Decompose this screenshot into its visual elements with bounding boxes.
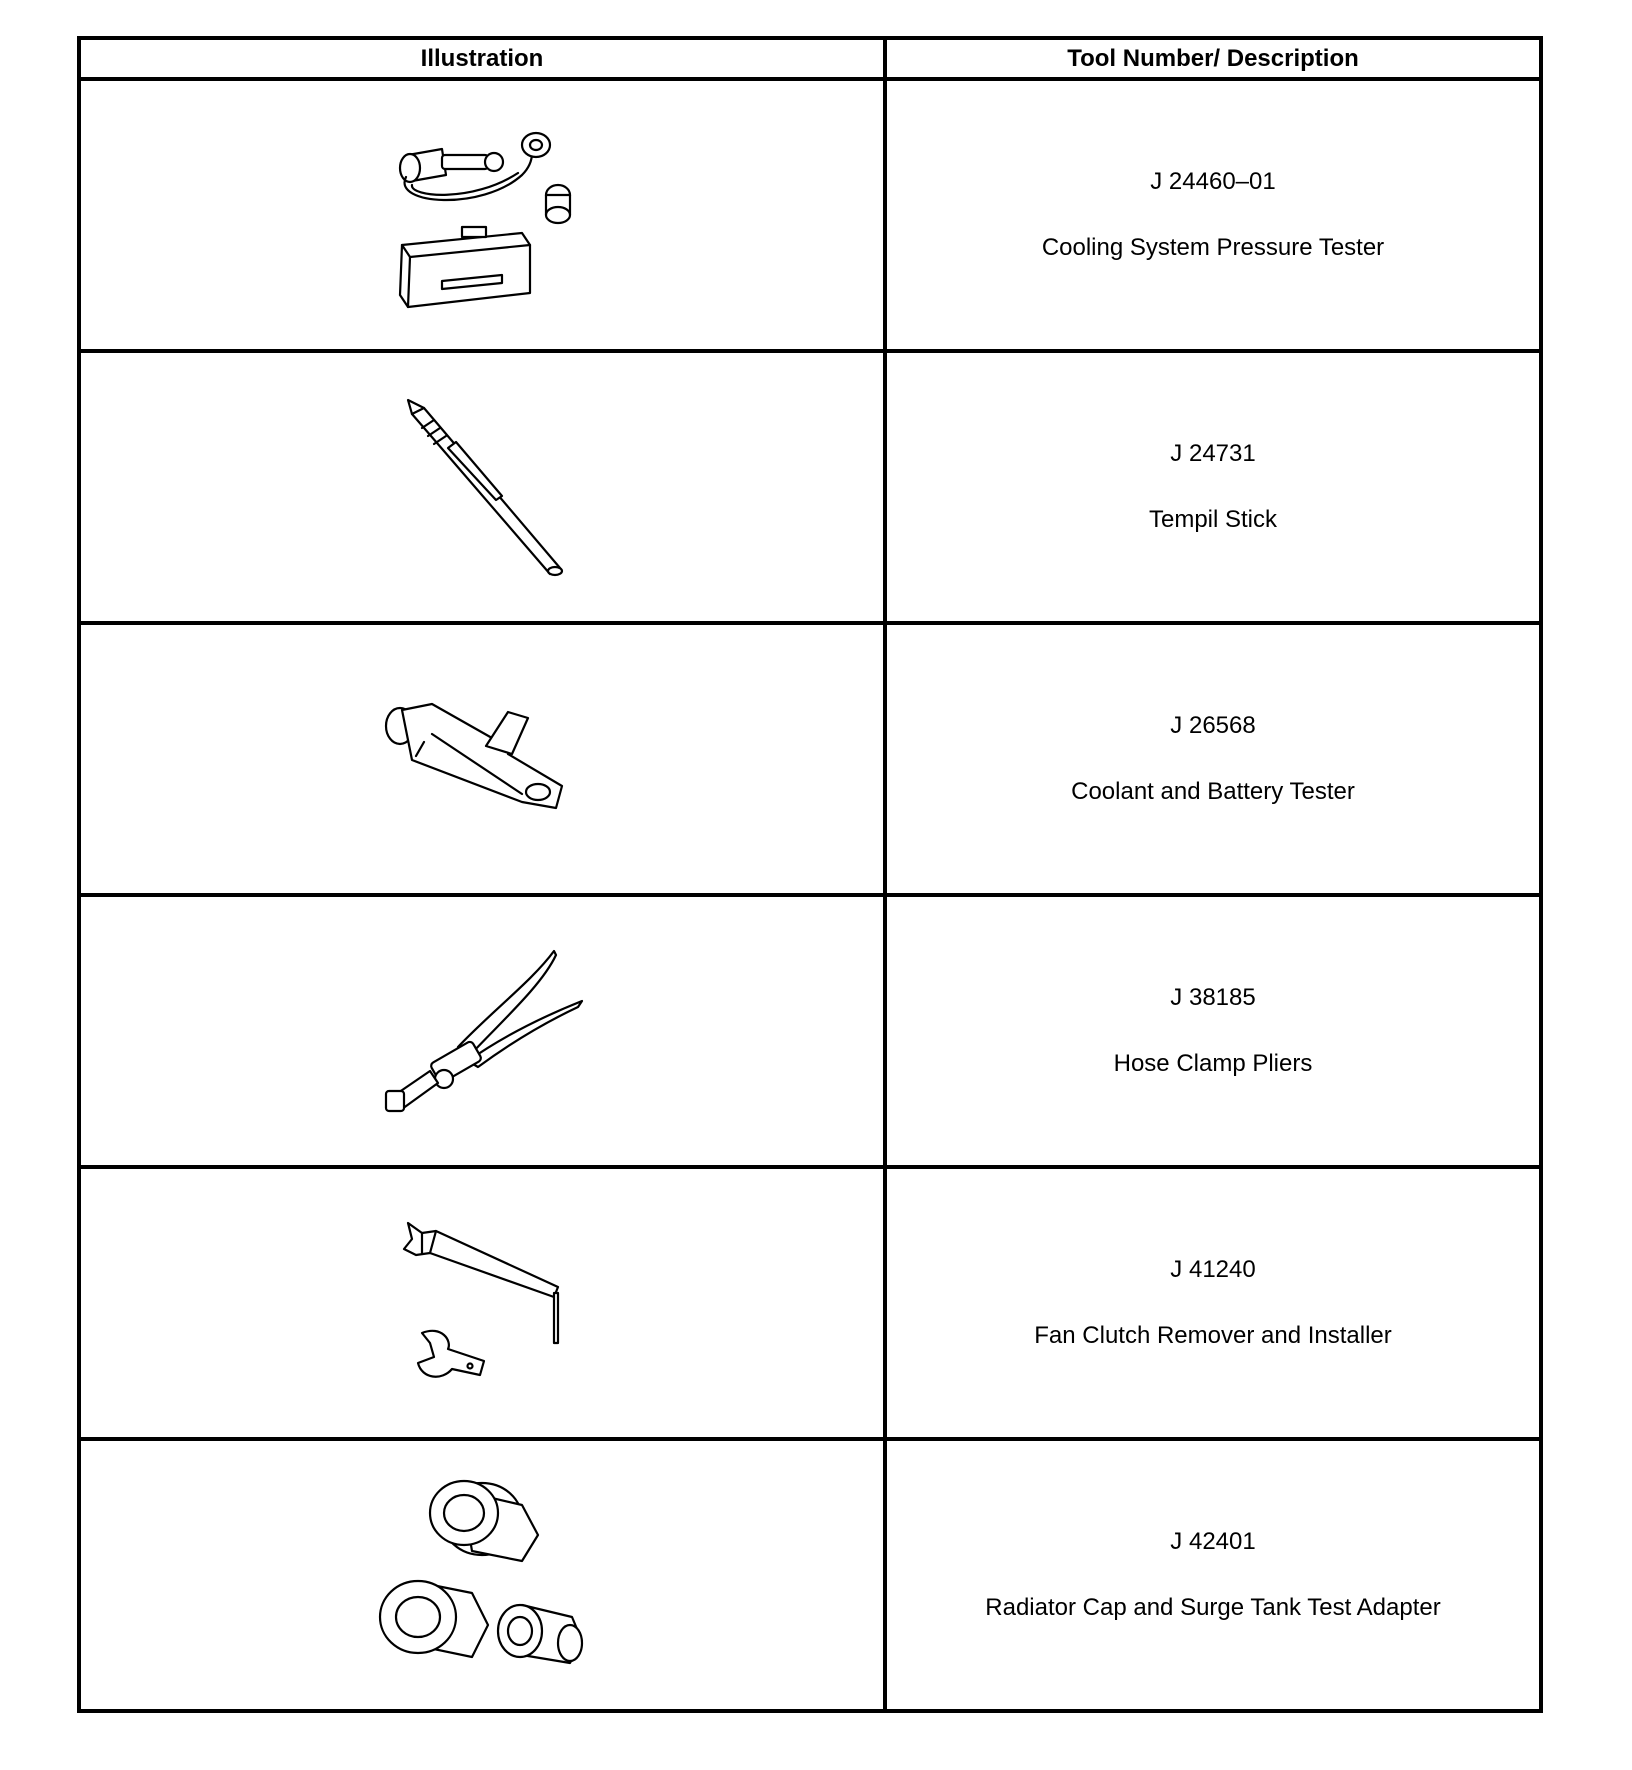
illustration-cell [79, 623, 885, 895]
illustration-column-header: Illustration [79, 38, 885, 79]
tool-info-cell [885, 623, 1541, 895]
table-header-row [79, 38, 1541, 79]
illustration-cell [79, 351, 885, 623]
hose-clamp-pliers-icon [372, 941, 592, 1121]
pressure-tester-kit-icon [372, 115, 592, 315]
tool-description: Radiator Cap and Surge Tank Test Adapter [985, 1594, 1441, 1621]
table-row [79, 623, 1541, 895]
tool-column-header: Tool Number/ Description [885, 38, 1541, 79]
special-tools-table [77, 36, 1543, 1713]
tool-description: Hose Clamp Pliers [1113, 1050, 1313, 1077]
tool-number: J 26568 [1170, 712, 1256, 739]
table-row [79, 1439, 1541, 1711]
tool-info-cell [885, 1167, 1541, 1439]
table-row [79, 1167, 1541, 1439]
tool-description: Coolant and Battery Tester [1071, 778, 1355, 805]
table-row [79, 351, 1541, 623]
illustration-cell [79, 1439, 885, 1711]
illustration-cell [79, 1167, 885, 1439]
tool-number: J 42401 [1170, 1528, 1256, 1555]
tool-info-cell [885, 351, 1541, 623]
tool-description: Fan Clutch Remover and Installer [1034, 1322, 1392, 1349]
tempil-stick-icon [382, 392, 582, 582]
tool-number: J 41240 [1170, 1256, 1256, 1283]
tool-number: J 24731 [1170, 440, 1256, 467]
illustration-cell [79, 79, 885, 351]
tool-description: Tempil Stick [1148, 506, 1278, 533]
tool-info-cell [885, 79, 1541, 351]
tool-number: J 24460–01 [1150, 168, 1276, 195]
tool-info-cell [885, 1439, 1541, 1711]
test-adapter-set-icon [372, 1465, 592, 1685]
tool-description: Cooling System Pressure Tester [1041, 234, 1385, 261]
illustration-cell [79, 895, 885, 1167]
table-row [79, 79, 1541, 351]
fan-clutch-wrench-icon [382, 1213, 582, 1393]
refractometer-icon [372, 684, 592, 834]
tool-info-cell [885, 895, 1541, 1167]
tool-number: J 38185 [1170, 984, 1256, 1011]
table-row [79, 895, 1541, 1167]
